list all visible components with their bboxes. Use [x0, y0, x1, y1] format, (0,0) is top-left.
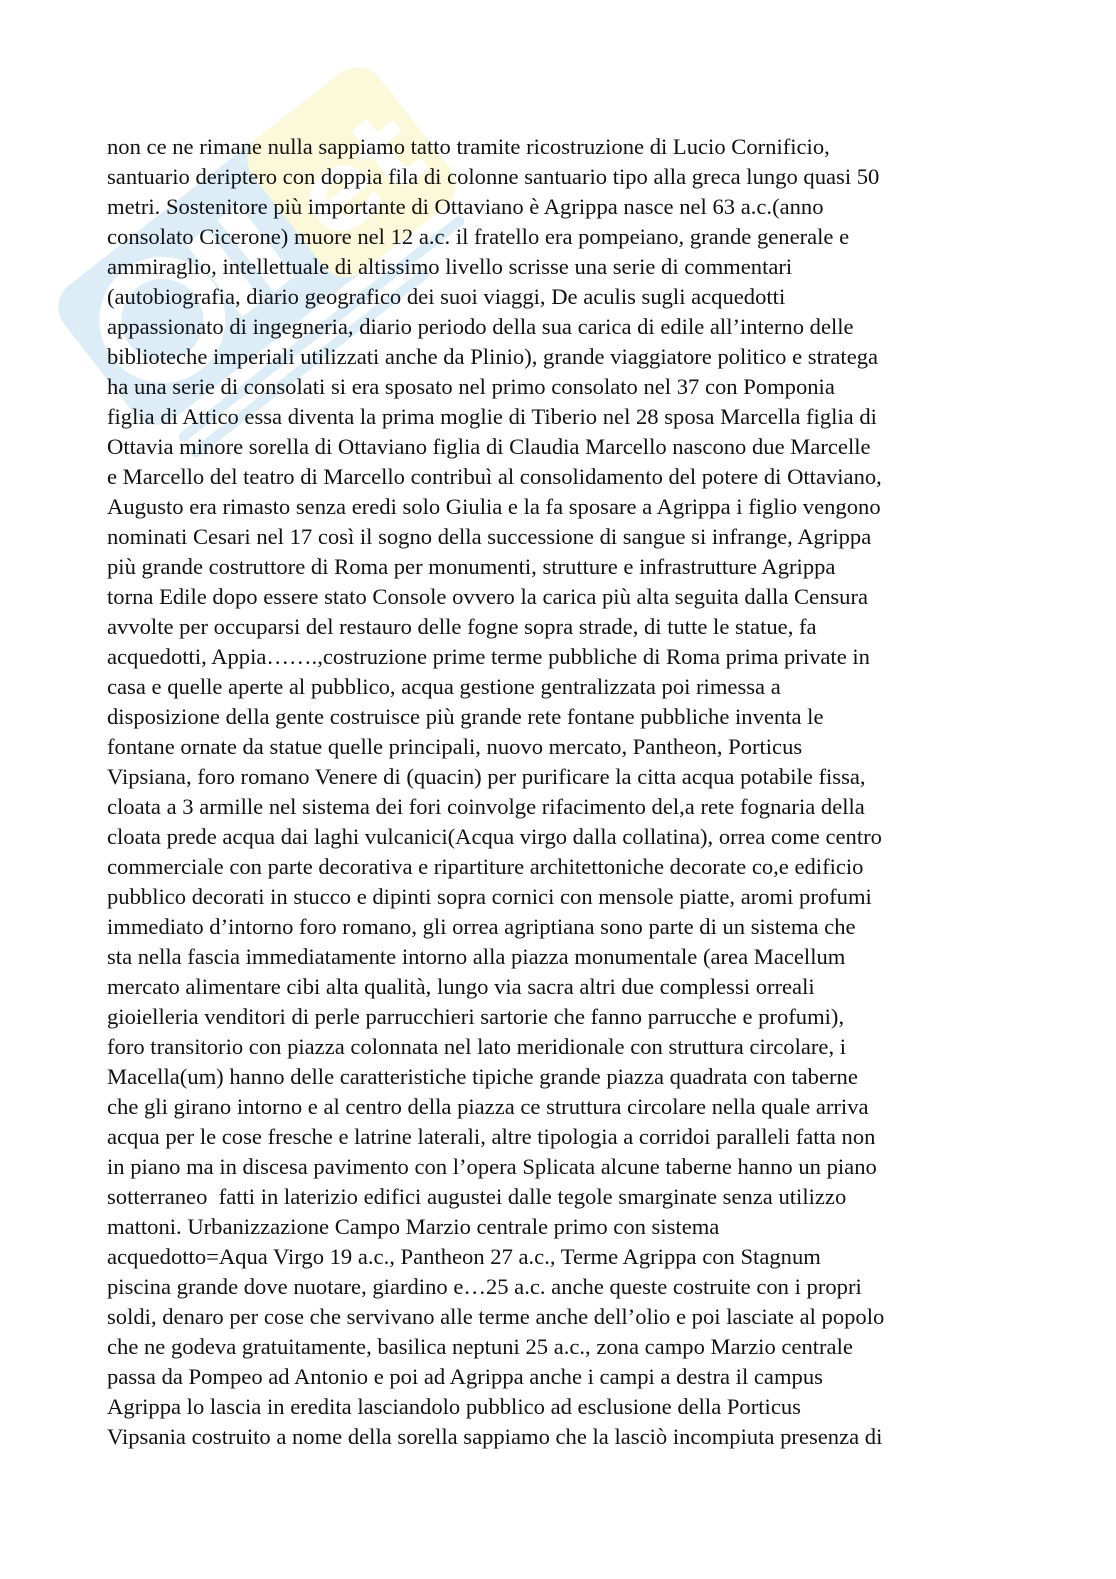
text-line: che gli girano intorno e al centro della piazza ce struttura circolare nella quale arriva: [107, 1094, 869, 1119]
text-line: cloata prede acqua dai laghi vulcanici(Acqua virgo dalla collatina), orrea come centro: [107, 824, 882, 849]
text-line: ha una serie di consolati si era sposato nel primo consolato nel 37 con Pomponia: [107, 374, 835, 399]
text-line: soldi, denaro per cose che servivano alle terme anche dell’olio e poi lasciate al popolo: [107, 1304, 885, 1329]
text-line: Augusto era rimasto senza eredi solo Giulia e la fa sposare a Agrippa i figlio vengono: [107, 494, 881, 519]
text-line: Macella(um) hanno delle caratteristiche tipiche grande piazza quadrata con taberne: [107, 1064, 858, 1089]
text-line: appassionato di ingegneria, diario periodo della sua carica di edile all’interno delle: [107, 314, 854, 339]
text-line: immediato d’intorno foro romano, gli orrea agriptiana sono parte di un sistema che: [107, 914, 856, 939]
text-line: Vipsiana, foro romano Venere di (quacin) per purificare la citta acqua potabile fissa,: [107, 764, 866, 789]
text-line: casa e quelle aperte al pubblico, acqua gestione gentralizzata poi rimessa a: [107, 674, 781, 699]
text-line: metri. Sostenitore più importante di Ottaviano è Agrippa nasce nel 63 a.c.(anno: [107, 194, 824, 219]
text-line: sotterraneo fatti in laterizio edifici augustei dalle tegole smarginate senza utilizzo: [107, 1184, 847, 1209]
text-line: sta nella fascia immediatamente intorno alla piazza monumentale (area Macellum: [107, 944, 846, 969]
text-line: mercato alimentare cibi alta qualità, lungo via sacra altri due complessi orreali: [107, 974, 815, 999]
text-line: non ce ne rimane nulla sappiamo tatto tramite ricostruzione di Lucio Cornificio,: [107, 134, 830, 159]
text-line: pubblico decorati in stucco e dipinti sopra cornici con mensole piatte, aromi profumi: [107, 884, 872, 909]
text-line: Vipsania costruito a nome della sorella sappiamo che la lasciò incompiuta presenza di: [107, 1424, 883, 1449]
text-line: avvolte per occuparsi del restauro delle fogne sopra strade, di tutte le statue, fa: [107, 614, 817, 639]
text-line: consolato Cicerone) muore nel 12 a.c. il fratello era pompeiano, grande generale e: [107, 224, 850, 249]
text-line: torna Edile dopo essere stato Console ovvero la carica più alta seguita dalla Censura: [107, 584, 869, 609]
text-line: acquedotto=Aqua Virgo 19 a.c., Pantheon 27 a.c., Terme Agrippa con Stagnum: [107, 1244, 821, 1269]
text-line: che ne godeva gratuitamente, basilica neptuni 25 a.c., zona campo Marzio centrale: [107, 1334, 853, 1359]
text-line: disposizione della gente costruisce più grande rete fontane pubbliche inventa le: [107, 704, 824, 729]
text-line: acqua per le cose fresche e latrine laterali, altre tipologia a corridoi paralleli fatta non: [107, 1124, 876, 1149]
text-line: più grande costruttore di Roma per monumenti, strutture e infrastrutture Agrippa: [107, 554, 836, 579]
text-line: passa da Pompeo ad Antonio e poi ad Agrippa anche i campi a destra il campus: [107, 1364, 823, 1389]
text-line: santuario deriptero con doppia fila di colonne santuario tipo alla greca lungo quasi 50: [107, 164, 880, 189]
text-line: (autobiografia, diario geografico dei suoi viaggi, De aculis sugli acquedotti: [107, 284, 786, 309]
watermark-label: et: [269, 85, 449, 266]
text-line: commerciale con parte decorativa e ripartiture architettoniche decorate co,e edificio: [107, 854, 864, 879]
text-line: figlia di Attico essa diventa la prima moglie di Tiberio nel 28 sposa Marcella figlia di: [107, 404, 877, 429]
text-line: fontane ornate da statue quelle principali, nuovo mercato, Pantheon, Porticus: [107, 734, 803, 759]
text-line: biblioteche imperiali utilizzati anche da Plinio), grande viaggiatore politico e stratega: [107, 344, 879, 369]
text-line: nominati Cesari nel 17 così il sogno della successione di sangue si infrange, Agrippa: [107, 524, 872, 549]
text-line: gioielleria venditori di perle parrucchieri sartorie che fanno parrucche e profumi),: [107, 1004, 845, 1029]
text-line: e Marcello del teatro di Marcello contribuì al consolidamento del potere di Ottaviano,: [107, 464, 882, 489]
text-line: Agrippa lo lascia in eredita lasciandolo pubblico ad esclusione della Porticus: [107, 1394, 801, 1419]
text-line: in piano ma in discesa pavimento con l’opera Splicata alcune taberne hanno un piano: [107, 1154, 877, 1179]
text-line: foro transitorio con piazza colonnata nel lato meridionale con struttura circolare, i: [107, 1034, 847, 1059]
text-line: cloata a 3 armille nel sistema dei fori coinvolge rifacimento del,a rete fognaria della: [107, 794, 865, 819]
text-line: piscina grande dove nuotare, giardino e…25 a.c. anche queste costruite con i propri: [107, 1274, 862, 1299]
text-line: ammiraglio, intellettuale di altissimo livello scrisse una serie di commentari: [107, 254, 793, 279]
text-line: Ottavia minore sorella di Ottaviano figlia di Claudia Marcello nascono due Marcelle: [107, 434, 871, 459]
text-line: acquedotti, Appia…….,costruzione prime terme pubbliche di Roma prima private in: [107, 644, 870, 669]
text-line: mattoni. Urbanizzazione Campo Marzio centrale primo con sistema: [107, 1214, 720, 1239]
body-text: [107, 132, 1007, 1452]
